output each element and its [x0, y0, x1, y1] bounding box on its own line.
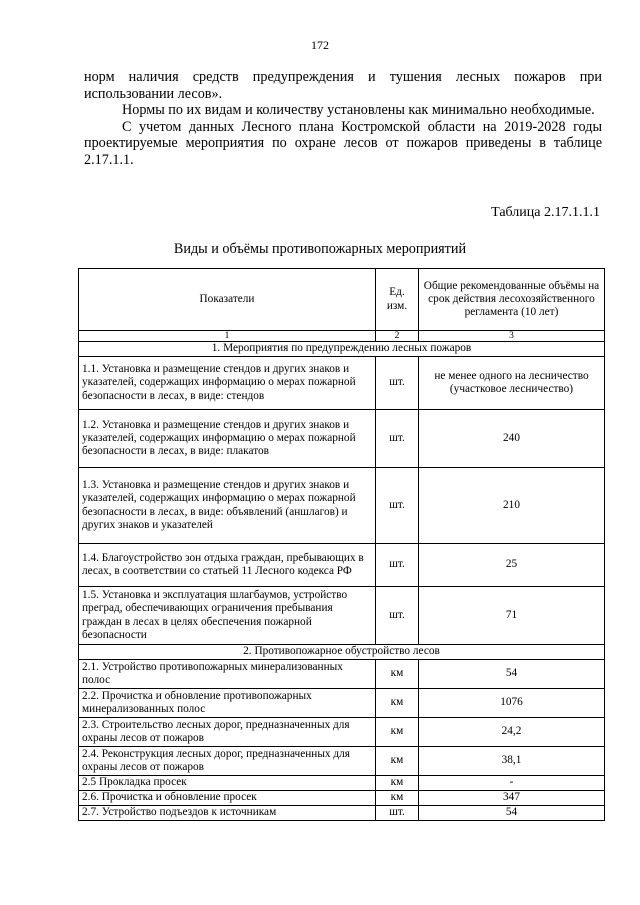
row-name: 1.1. Установка и размещение стендов и других знаков и указателей, содержащих информацию о мерах пожарной безопасности в лесах, в виде: стендов	[79, 357, 376, 410]
table-row	[79, 357, 605, 410]
header-row	[79, 269, 605, 331]
row-name: 2.1. Устройство противопожарных минерализованных полос	[79, 660, 376, 689]
column-number: 2	[376, 331, 419, 342]
table-row	[79, 776, 605, 791]
row-unit: шт.	[376, 410, 419, 468]
paragraph: С учетом данных Лесного плана Костромской области на 2019-2028 годы проектируемые мероприятия по охране лесов от пожаров приведены в таблице 2.17.1.1.	[84, 118, 602, 168]
row-volume: 38,1	[419, 747, 605, 776]
row-unit: шт.	[376, 357, 419, 410]
row-unit: км	[376, 776, 419, 791]
row-name: 1.2. Установка и размещение стендов и других знаков и указателей, содержащих информацию о мерах пожарной безопасности в лесах, в виде: плакатов	[79, 410, 376, 468]
table-row	[79, 544, 605, 587]
row-name: 1.4. Благоустройство зон отдыха граждан, пребывающих в лесах, в соответствии со статьей 11 Лесного кодекса РФ	[79, 544, 376, 587]
table-title: Виды и объёмы противопожарных мероприятий	[173, 241, 467, 257]
row-unit: шт.	[376, 544, 419, 587]
row-unit: км	[376, 718, 419, 747]
section-title: 1. Мероприятия по предупреждению лесных пожаров	[79, 342, 605, 357]
header-unit: Ед. изм.	[376, 269, 419, 331]
row-unit: км	[376, 660, 419, 689]
row-volume: 24,2	[419, 718, 605, 747]
header-name: Показатели	[79, 269, 376, 331]
row-name: 2.6. Прочистка и обновление просек	[79, 791, 376, 806]
row-name: 2.4. Реконструкция лесных дорог, предназначенных для охраны лесов от пожаров	[79, 747, 376, 776]
row-volume: 71	[419, 587, 605, 645]
paragraph: норм наличия средств предупреждения и тушения лесных пожаров при использовании лесов».	[84, 69, 602, 102]
row-unit: км	[376, 747, 419, 776]
row-unit: шт.	[376, 806, 419, 821]
section-title: 2. Противопожарное обустройство лесов	[79, 645, 605, 660]
row-volume: не менее одного на лесничество (участковое лесничество)	[419, 357, 605, 410]
row-volume: 1076	[419, 689, 605, 718]
table-row	[79, 718, 605, 747]
row-name: 2.2. Прочистка и обновление противопожарных минерализованных полос	[79, 689, 376, 718]
row-name: 1.5. Установка и эксплуатация шлагбаумов, устройство преград, обеспечивающих ограничения пребывания граждан в лесах в целях обеспечения пожарной безопасности	[79, 587, 376, 645]
row-volume: 54	[419, 806, 605, 821]
table-row	[79, 660, 605, 689]
row-volume: 210	[419, 468, 605, 544]
row-name: 2.5 Прокладка просек	[79, 776, 376, 791]
paragraph: Нормы по их видам и количеству установлены как минимально необходимые.	[122, 102, 595, 119]
row-volume: 54	[419, 660, 605, 689]
table-row	[79, 791, 605, 806]
row-volume: -	[419, 776, 605, 791]
table-row	[79, 689, 605, 718]
row-name: 2.3. Строительство лесных дорог, предназначенных для охраны лесов от пожаров	[79, 718, 376, 747]
table-row	[79, 410, 605, 468]
section-row	[79, 342, 605, 357]
row-unit: км	[376, 791, 419, 806]
row-unit: шт.	[376, 468, 419, 544]
row-volume: 347	[419, 791, 605, 806]
row-volume: 240	[419, 410, 605, 468]
table-row	[79, 747, 605, 776]
row-unit: шт.	[376, 587, 419, 645]
table-label: Таблица 2.17.1.1.1	[491, 205, 600, 220]
page-number: 172	[311, 38, 329, 52]
table-row	[79, 587, 605, 645]
column-number: 3	[419, 331, 605, 342]
column-number: 1	[79, 331, 376, 342]
header-volume: Общие рекомендованные объёмы на срок действия лесохозяйственного регламента (10 лет)	[419, 269, 605, 331]
row-name: 1.3. Установка и размещение стендов и других знаков и указателей, содержащих информацию о мерах пожарной безопасности в лесах, в виде: объявлений (аншлагов) и других знаков и указателей	[79, 468, 376, 544]
column-number-row	[79, 331, 605, 342]
table-row	[79, 468, 605, 544]
row-name: 2.7. Устройство подъездов к источникам	[79, 806, 376, 821]
section-row	[79, 645, 605, 660]
table-row	[79, 806, 605, 821]
body-text	[84, 69, 602, 169]
measures-table	[78, 268, 605, 821]
row-unit: км	[376, 689, 419, 718]
row-volume: 25	[419, 544, 605, 587]
